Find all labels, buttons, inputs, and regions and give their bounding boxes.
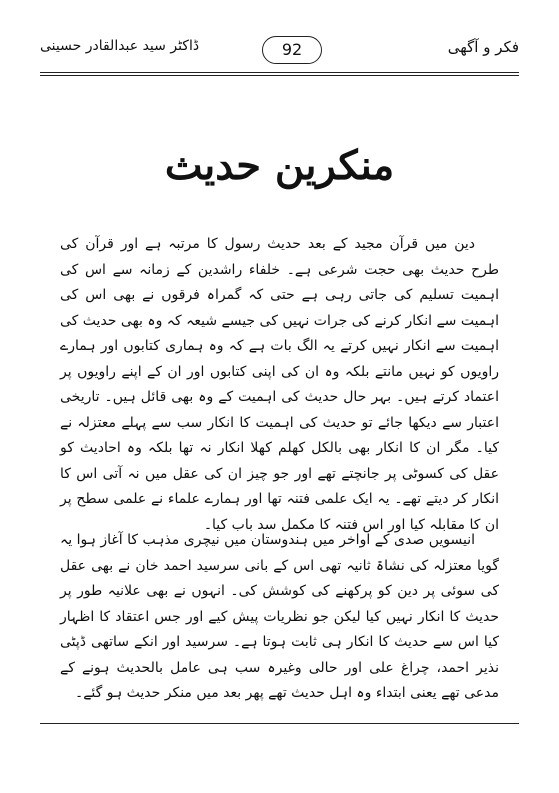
- paragraph-2: [60, 528, 499, 707]
- paragraph-text: انیسویں صدی کے اواخر میں ہندوستان میں نیچری مذہب کا آغاز ہوا یہ گویا معتزلہ کی نشاۃ ثانیہ تھی اس کے بانی سرسید احمد خان نے بھی عقل کی سوئی پر دین کو پرکھنے کی کوشش کی۔ انہوں نے بھی علانیہ طور پر حدیث کا انکار نہیں کیا لیکن جو نظریات پیش کیے اور جس اعتقاد کا اظہار کیا اس سے حدیث کا انکار ہی ثابت ہوتا ہے۔ سرسید اور انکے ساتھی ڈپٹی نذیر احمد، چراغ علی اور حالی وغیرہ سب ہی عامل بالحدیث ہونے کے مدعی تھے یعنی ابتداء وہ اہل حدیث تھے پھر بعد میں منکر حدیث ہو گئے۔: [60, 532, 499, 701]
- book-title: فکر و آگھی: [447, 38, 519, 56]
- paragraph-1: [60, 232, 499, 538]
- chapter-title: منکرین حدیث: [164, 142, 395, 189]
- footer-divider: [40, 723, 519, 724]
- paragraph-text: دین میں قرآن مجید کے بعد حدیث رسول کا مرتبہ ہے اور قرآن کی طرح حدیث بھی حجت شرعی ہے۔ خلفاء راشدین کے زمانہ سے اس کی اہمیت تسلیم کی جاتی رہی ہے حتی کہ گمراہ فرقوں نے بھی اس کی اہمیت سے انکار کرنے کی جرات نہیں کی جیسے شیعہ کہ وہ بھی حدیث کی اہمیت سے انکار نہیں کرتے یہ الگ بات ہے کہ وہ ہماری کتابوں اور ہمارے راویوں کو نہیں مانتے بلکہ وہ ان کی اپنی کتابوں اور ان کے اپنے راویوں پر اعتماد کرتے ہیں۔ بہر حال حدیث کی اہمیت کے وہ بھی قائل ہیں۔ تاریخی اعتبار سے دیکھا جائے تو حدیث کی اہمیت کا انکار سب سے پہلے معتزلہ نے کیا۔ مگر ان کا انکار بھی بالکل کھلم کھلا انکار نہ تھا بلکہ وہ احادیث کو عقل کی کسوٹی پر جانچتے تھے اور جو چیز ان کی عقل میں نہ آتی اس کا انکار کر دیتے تھے۔ یہ ایک علمی فتنہ تھا اور ہمارے علماء نے علمی سطح پر ان کا مقابلہ کیا اور اس فتنہ کا مکمل سد باب کیا۔: [60, 236, 499, 533]
- header-divider-thin: [40, 75, 519, 76]
- page-header: [40, 28, 519, 68]
- header-divider: [40, 72, 519, 73]
- author-name: ڈاکٹر سید عبدالقادر حسینی: [40, 38, 200, 54]
- page-number: 92: [262, 36, 322, 64]
